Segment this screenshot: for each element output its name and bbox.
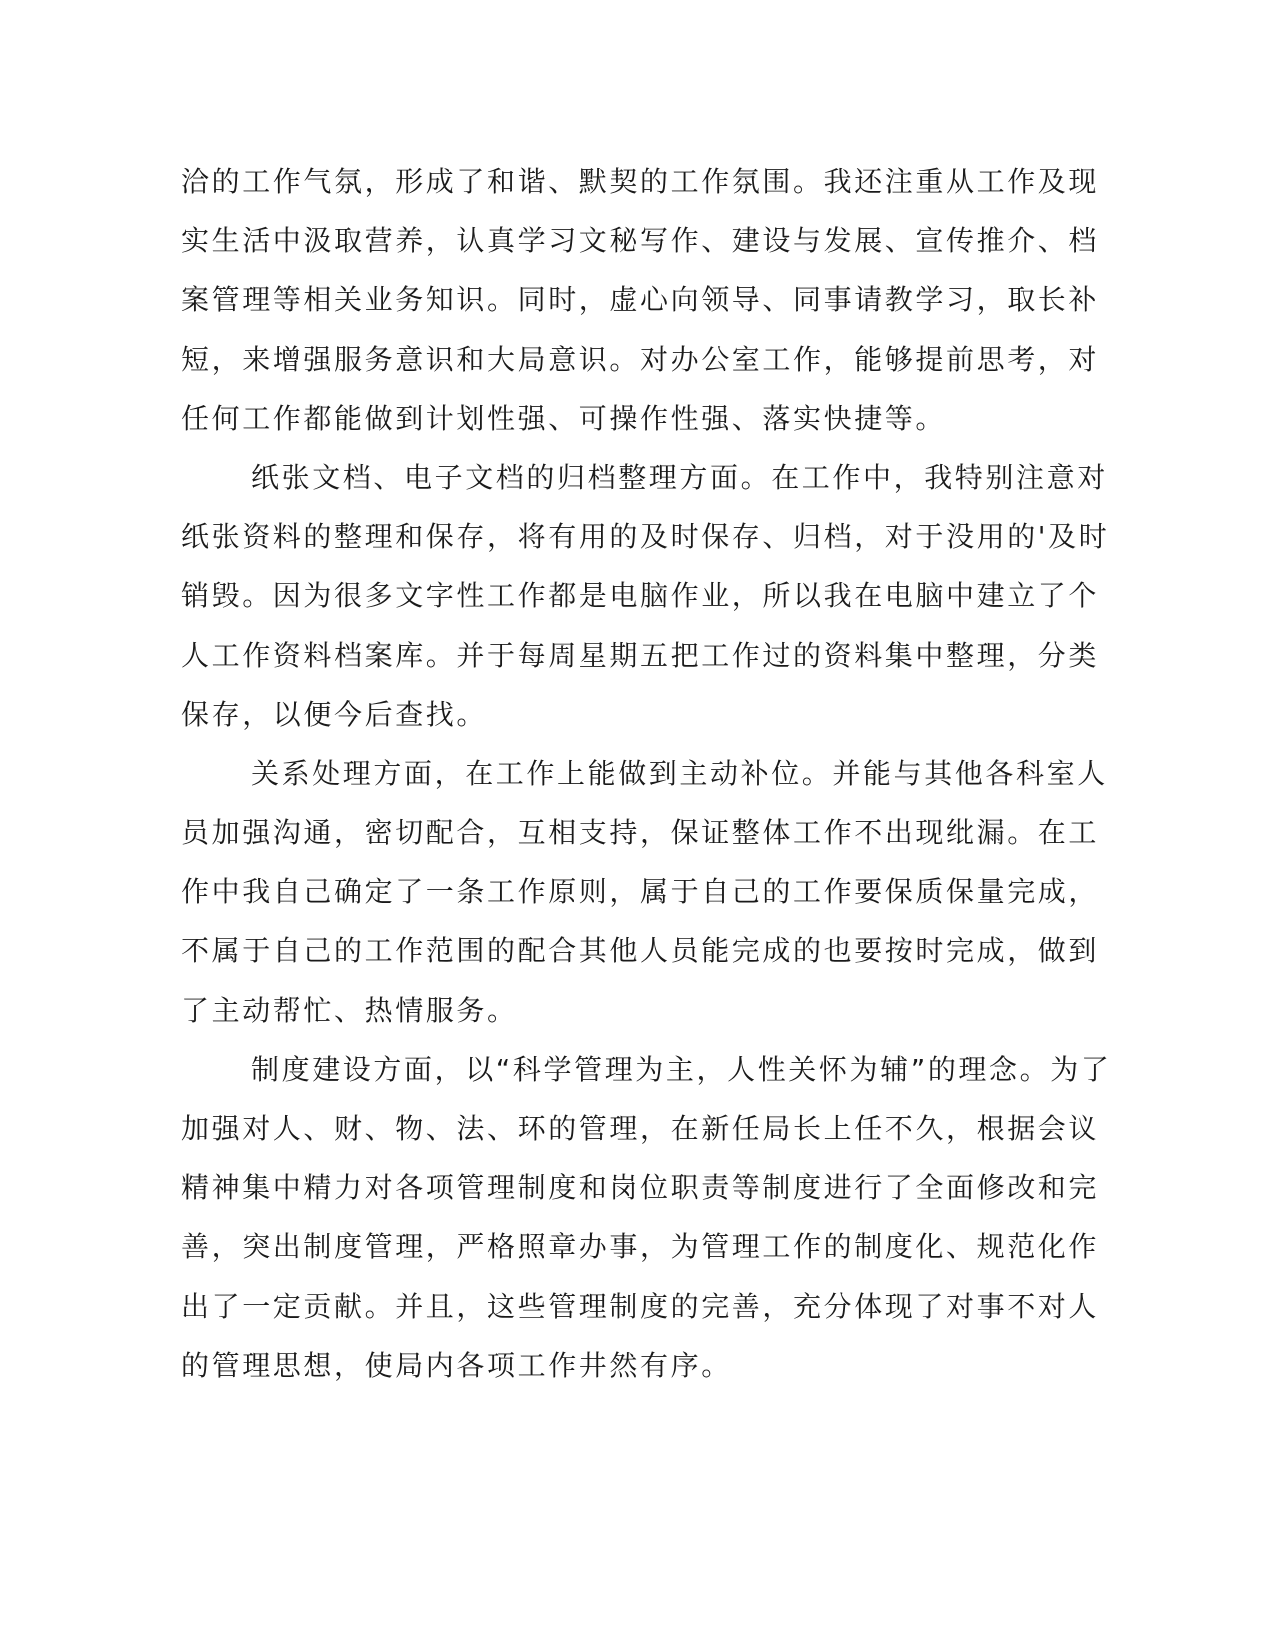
- text-line: 关系处理方面，在工作上能做到主动补位。并能与其他各科室人: [251, 756, 1108, 790]
- paragraph-relationship-handling: [181, 744, 1108, 1040]
- text-line: 案管理等相关业务知识。同时，虚心向领导、同事请教学习，取长补: [181, 283, 1100, 317]
- text-line: 作中我自己确定了一条工作原则，属于自己的工作要保质保量完成，: [181, 875, 1100, 909]
- text-line: 精神集中精力对各项管理制度和岗位职责等制度进行了全面修改和完: [181, 1171, 1100, 1205]
- text-line: 实生活中汲取营养，认真学习文秘写作、建设与发展、宣传推介、档: [181, 224, 1100, 258]
- text-line: 纸张资料的整理和保存，将有用的及时保存、归档，对于没用的'及时: [181, 520, 1110, 554]
- paragraph-work-atmosphere: [181, 152, 1100, 448]
- paragraph-system-building: [181, 1040, 1112, 1395]
- text-line: 短，来增强服务意识和大局意识。对办公室工作，能够提前思考，对: [181, 342, 1100, 376]
- paragraph-document-archiving: [181, 448, 1110, 744]
- body-text: [181, 152, 1112, 1395]
- text-line: 出了一定贡献。并且，这些管理制度的完善，充分体现了对事不对人: [181, 1289, 1100, 1323]
- text-line: 了主动帮忙、热情服务。: [181, 993, 518, 1027]
- text-line: 善，突出制度管理，严格照章办事，为管理工作的制度化、规范化作: [181, 1230, 1100, 1264]
- text-line: 员加强沟通，密切配合，互相支持，保证整体工作不出现纰漏。在工: [181, 816, 1100, 850]
- text-line: 的管理思想，使局内各项工作井然有序。: [181, 1348, 732, 1382]
- text-line: 纸张文档、电子文档的归档整理方面。在工作中，我特别注意对: [251, 460, 1108, 494]
- text-line: 任何工作都能做到计划性强、可操作性强、落实快捷等。: [181, 401, 947, 435]
- text-line: 加强对人、财、物、法、环的管理，在新任局长上任不久，根据会议: [181, 1112, 1100, 1145]
- text-line: 制度建设方面，以“科学管理为主，人性关怀为辅”的理念。为了: [251, 1052, 1112, 1086]
- text-line: 洽的工作气氛，形成了和谐、默契的工作氛围。我还注重从工作及现: [181, 165, 1100, 198]
- text-line: 保存，以便今后查找。: [181, 697, 488, 731]
- text-line: 人工作资料档案库。并于每周星期五把工作过的资料集中整理，分类: [181, 638, 1100, 672]
- text-line: 不属于自己的工作范围的配合其他人员能完成的也要按时完成，做到: [181, 934, 1100, 968]
- text-line: 销毁。因为很多文字性工作都是电脑作业，所以我在电脑中建立了个: [181, 579, 1100, 613]
